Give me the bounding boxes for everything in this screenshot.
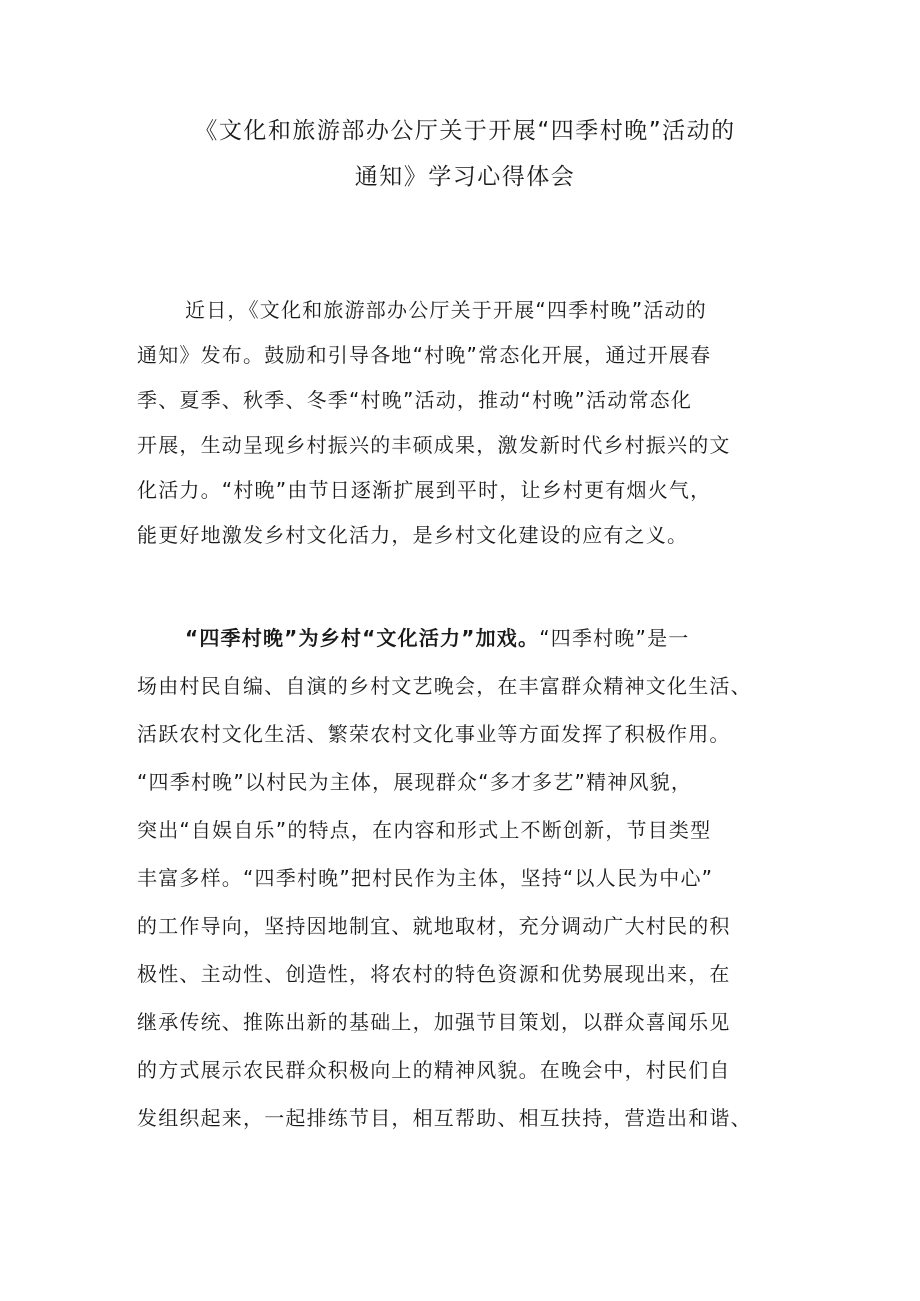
paragraph-1-line: 化活力。“村晚”由节日逐渐扩展到平时，让乡村更有烟火气， bbox=[137, 478, 712, 502]
paragraph-2-line: 场由村民自编、自演的乡村文艺晚会，在丰富群众精神文化生活、 bbox=[137, 674, 752, 698]
paragraph-2-line: 的方式展示农民群众积极向上的精神风貌。在晚会中，村民们自 bbox=[137, 1058, 731, 1082]
paragraph-2-line: 极性、主动性、创造性，将农村的特色资源和优势展现出来，在 bbox=[137, 962, 731, 986]
paragraph-1-line: 通知》发布。鼓励和引导各地“村晚”常态化开展，通过开展春 bbox=[137, 343, 712, 367]
paragraph-2-line: 活跃农村文化生活、繁荣农村文化事业等方面发挥了积极作用。 bbox=[137, 722, 731, 746]
title-line-2: 通知》学习心得体会 bbox=[354, 164, 576, 190]
paragraph-2-line: 的工作导向，坚持因地制宜、就地取材，充分调动广大村民的积 bbox=[137, 914, 731, 938]
paragraph-2-line: “四季村晚”以村民为主体，展现群众“多才多艺”精神风貌， bbox=[137, 770, 693, 794]
paragraph-1-line: 开展，生动呈现乡村振兴的丰硕成果，激发新时代乡村振兴的文 bbox=[137, 433, 731, 457]
document-title bbox=[140, 108, 790, 200]
paragraph-2-lead: “四季村晚”为乡村“文化活力”加戏。 bbox=[185, 626, 540, 650]
paragraph-2-line: 丰富多样。“四季村晚”把村民作为主体，坚持“以人民为中心” bbox=[137, 866, 714, 890]
paragraph-2-line: 突出“自娱自乐”的特点，在内容和形式上不断创新，节目类型 bbox=[137, 818, 712, 842]
paragraph-1-line: 近日，《文化和旅游部办公厅关于开展“四季村晚”活动的 bbox=[185, 298, 707, 322]
paragraph-2-line: 继承传统、推陈出新的基础上，加强节目策划，以群众喜闻乐见 bbox=[137, 1010, 731, 1034]
title-line-1: 《文化和旅游部办公厅关于开展“四季村晚”活动的 bbox=[194, 118, 736, 144]
paragraph-1-line: 能更好地激发乡村文化活力，是乡村文化建设的应有之义。 bbox=[137, 523, 689, 547]
paragraph-2-first-line bbox=[137, 614, 797, 662]
paragraph-2-line: 发组织起来，一起排练节目，相互帮助、相互扶持，营造出和谐、 bbox=[137, 1106, 752, 1130]
paragraph-1 bbox=[137, 288, 797, 558]
paragraph-2 bbox=[137, 614, 797, 1142]
paragraph-2-first-rest: “四季村晚”是一 bbox=[539, 626, 690, 650]
paragraph-1-line: 季、夏季、秋季、冬季“村晚”活动，推动“村晚”活动常态化 bbox=[137, 388, 693, 412]
